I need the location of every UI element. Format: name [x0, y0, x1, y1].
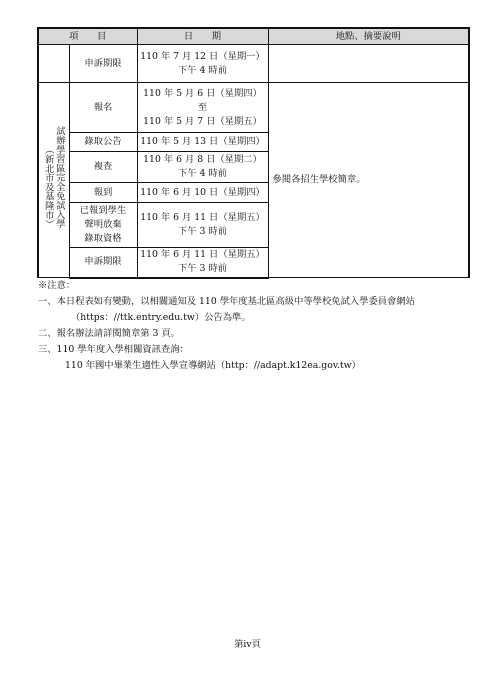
note-item-3-sub: 110 年國中畢業生適性入學宣導網站（http：//adapt.k12ea.gov.tw）	[65, 360, 361, 371]
date-line: 110 年 6 月 11 日（星期五）	[140, 249, 265, 261]
page-number: 第iv頁	[234, 639, 261, 650]
date-line: 110 年 6 月 11 日（星期五）	[140, 212, 265, 223]
date-line: 110 年 5 月 7 日（星期五）	[143, 115, 262, 127]
date-line: 110 年 6 月 8 日（星期二）	[143, 154, 262, 165]
note-item-1-cont: （https：//ttk.entry.edu.tw）公告為準。	[71, 312, 251, 323]
row-date	[137, 45, 268, 83]
group-note: 參閱各招生學校簡章。	[268, 83, 469, 278]
header-item: 項 目	[38, 28, 137, 45]
row-item	[69, 203, 137, 248]
date-line: 下午 4 時前	[178, 64, 228, 76]
notes-heading: ※注意：	[38, 280, 76, 291]
note-item-3: 三、110 學年度入學相關資訊查詢：	[38, 344, 189, 355]
row-date	[137, 203, 268, 248]
header-date: 日 期	[137, 28, 268, 45]
schedule-table	[37, 27, 470, 279]
table-row	[38, 45, 469, 83]
date-line: 110 年 7 月 12 日（星期一）	[140, 50, 265, 62]
note-item-1: 一、本日程表如有變動，以相關通知及 110 學年度基北區高級中等學校免試入學委員會網站	[38, 296, 415, 307]
row-note-blank	[268, 45, 469, 83]
table-header-row	[38, 28, 469, 45]
row-date: 110 年 5 月 13 日（星期四）	[137, 133, 268, 152]
row-item: 報到	[69, 183, 137, 203]
group-label-blank	[38, 45, 69, 83]
table-row	[38, 83, 469, 133]
note-item-2: 二、報名辦法請詳閱簡章第 3 頁。	[38, 328, 180, 339]
row-item: 錄取公告	[69, 133, 137, 152]
date-line: 110 年 5 月 6 日（星期四）	[143, 87, 262, 99]
row-item: 報名	[69, 83, 137, 133]
row-date: 110 年 6 月 10 日（星期四）	[137, 183, 268, 203]
row-date	[137, 248, 268, 278]
header-location: 地點、摘要說明	[268, 28, 469, 45]
row-date	[137, 152, 268, 183]
notes-section	[38, 278, 468, 374]
date-line: 下午 3 時前	[178, 226, 228, 237]
date-line: 至	[197, 101, 208, 113]
row-item: 申訴期限	[69, 248, 137, 278]
date-line: 下午 4 時前	[178, 168, 228, 179]
group-label-sub: （新北市及基隆市）	[42, 144, 54, 229]
row-date	[137, 83, 268, 133]
date-line: 下午 3 時前	[178, 263, 228, 275]
group-label	[38, 83, 69, 278]
group-label-main: 試辦學習區完全免試入學	[53, 126, 65, 229]
item-line: 錄取資格	[84, 233, 122, 244]
item-line: 聲明放棄	[84, 219, 122, 230]
row-item: 複查	[69, 152, 137, 183]
item-line: 已報到學生	[79, 205, 127, 216]
row-item: 申訴期限	[69, 45, 137, 83]
